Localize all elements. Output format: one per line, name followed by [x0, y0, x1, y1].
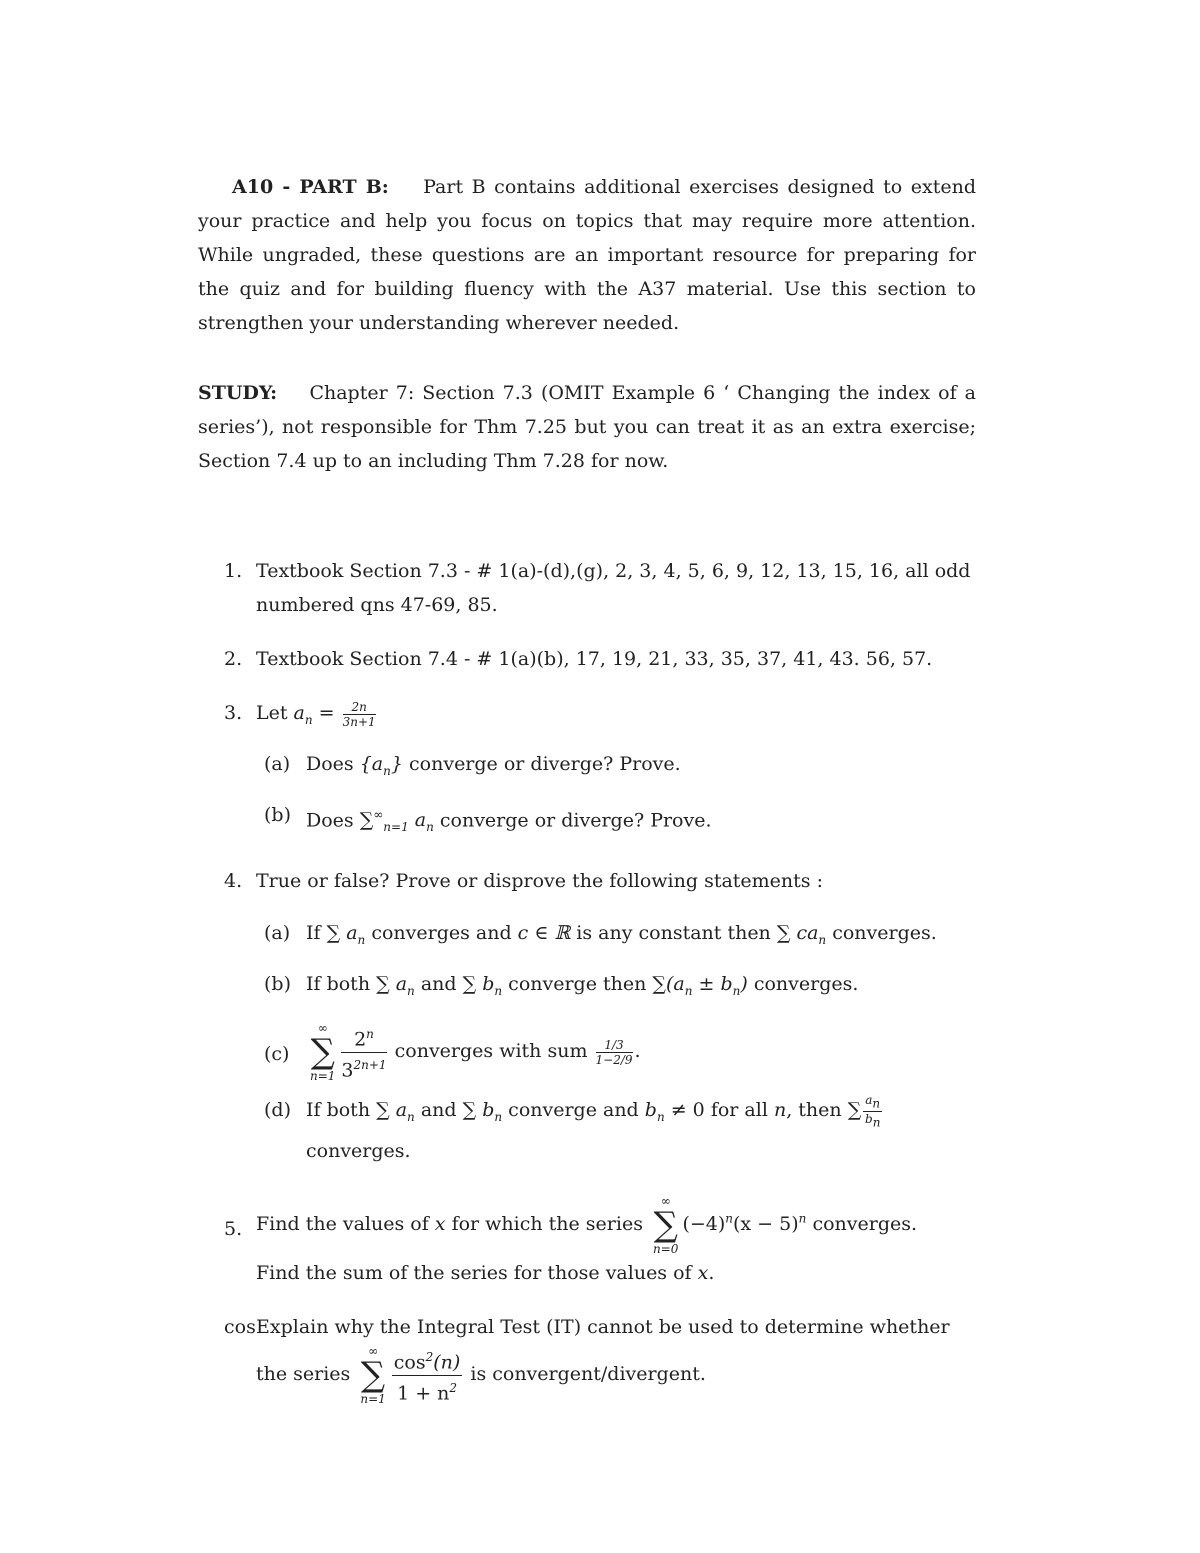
question-lead: Let: [256, 702, 288, 724]
question-number: 5.: [224, 1218, 243, 1241]
document-page: [198, 170, 976, 1426]
question-number: 4.: [224, 869, 243, 892]
question-text: Textbook Section 7.4 - # 1(a)(b), 17, 19, 21, 33, 35, 37, 41, 43. 56, 57.: [256, 648, 933, 670]
study-text: Chapter 7: Section 7.3 (OMIT Example 6 ‘ Changing the index of a series’), not responsible for Thm 7.25 but you can treat it as an extra exercise; Section 7.4 up to an including Thm 7.28 for now.: [198, 382, 976, 472]
series-fraction: $\frac{\cos^2(n)}{1 + n^2}$: [392, 1345, 463, 1405]
question-text: True or false? Prove or disprove the following statements :: [256, 869, 823, 892]
question-number: 1.: [224, 560, 243, 582]
sum-symbol: ∞ ∑ n=1: [360, 1344, 386, 1407]
question-4: [198, 864, 976, 1168]
part-label: A10 - PART B:: [232, 176, 389, 198]
intro-paragraph: [198, 170, 976, 340]
question-4b: (b) If both ∑ $a_n$ and ∑ $b_n$ converge then $\sum(a_n \pm b_n)$ converges.: [256, 967, 976, 1008]
part-label: (c): [264, 1043, 290, 1066]
part-label: (a): [264, 752, 291, 775]
question-5: 5. Find the values of x for which the series ∞ ∑ n=0 $(-4)^n(x - 5)^n$ converges. Find the sum of the series for those values of x.: [224, 1194, 918, 1285]
series-fraction: $\frac{2^n}{3^{2n+1}}$: [341, 1022, 386, 1082]
sequence-term: $a_n$: [293, 702, 313, 727]
question-4c: (c) ∞ ∑ n=1 $\frac{2^n}{3^{2n+1}}$ converges with sum $\frac{1/3}{1-2/9}$ .: [264, 1021, 641, 1084]
question-number: 3.: [224, 702, 243, 724]
question-6: cos Explain why the Integral Test (IT) cannot be used to determine whether the series ∞ ∑ n=1 $\frac{\cos^2(n)}{1 + n^2}$ is convergent/divergent.: [198, 1310, 976, 1406]
part-label: (a): [264, 921, 291, 944]
question-4-parts: [256, 916, 976, 1168]
part-label: (b): [264, 972, 291, 995]
study-paragraph: [198, 376, 976, 478]
sum-symbol: $\sum^\infty_{n=1}$ $a_n$: [359, 807, 434, 834]
question-number: 2.: [224, 648, 243, 670]
question-2: [198, 642, 976, 676]
question-1: [198, 554, 976, 622]
intro-text: Part B contains additional exercises designed to extend your practice and help you focus on topics that may require more attention. While ungraded, these questions are an important resource for preparing for the quiz and for building fluency with the A37 material. Use this section to strengthen your understanding wherever needed.: [198, 176, 976, 334]
sum-symbol: ∞ ∑ n=1: [310, 1021, 336, 1084]
study-label: STUDY:: [198, 382, 278, 404]
part-label: (b): [264, 803, 291, 826]
part-label: (d): [264, 1099, 291, 1122]
equals-sign: =: [318, 702, 335, 724]
question-4d: (d) If both ∑ $a_n$ and ∑ $b_n$ converge and $b_n \ne 0$ for all n, then ∑ $\frac{a_n}{b_n}$ converges.: [264, 1093, 881, 1163]
question-list: [198, 554, 976, 1406]
question-3: [198, 696, 976, 844]
sequence-fraction: $\frac{2n}{3n+1}$: [342, 699, 376, 729]
question-number: cos: [224, 1316, 256, 1339]
sum-symbol: ∞ ∑ n=0: [653, 1194, 679, 1257]
question-4a: (a) If ∑ $a_n$ converges and c ∈ ℝ is any constant then ∑ $ca_n$ converges.: [256, 916, 976, 957]
question-3a: (a) Does $\{a_n\}$ converge or diverge? Prove.: [256, 747, 976, 788]
question-text: Textbook Section 7.3 - # 1(a)-(d),(g), 2, 3, 4, 5, 6, 9, 12, 13, 15, 16, all odd numbered qns 47-69, 85.: [256, 560, 971, 616]
question-3-parts: [256, 747, 976, 844]
question-3b: (b) Does $\sum^\infty_{n=1}$ $a_n$ converge or diverge? Prove.: [256, 798, 976, 844]
